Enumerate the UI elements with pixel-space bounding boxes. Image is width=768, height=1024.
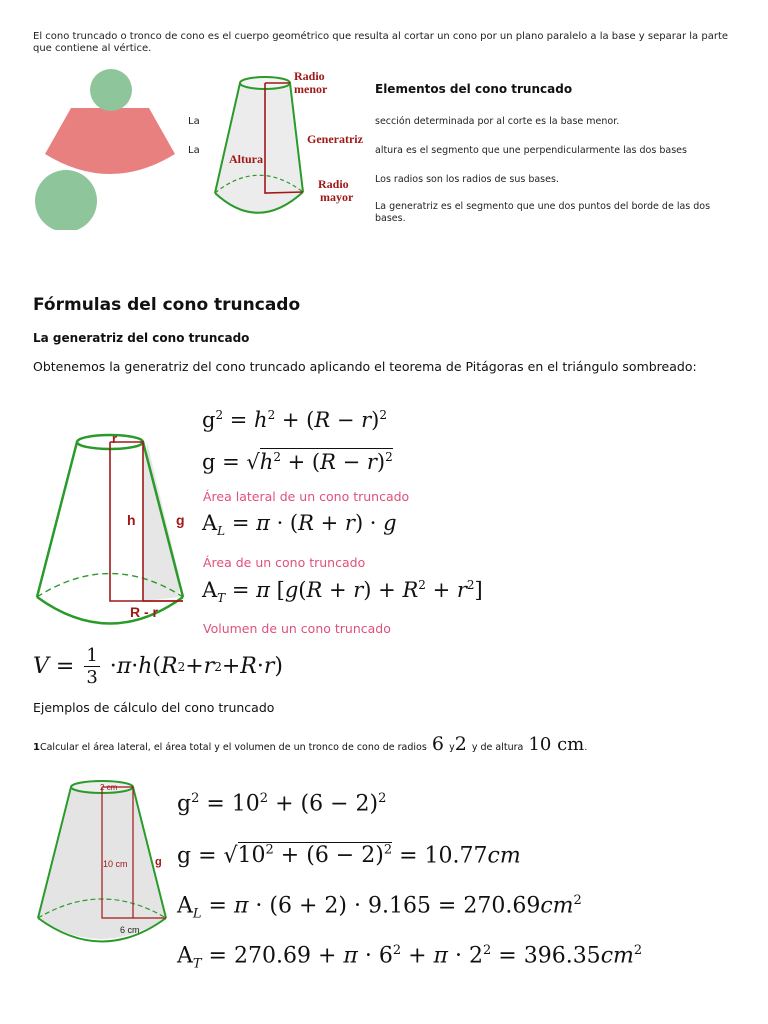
- generatriz-subheading: La generatriz del cono truncado: [33, 331, 250, 345]
- ejemplo-text-a: Calcular el área lateral, el área total y el volumen de un tronco de cono de radios: [39, 742, 427, 753]
- radio-mayor-label-2: mayor: [320, 190, 354, 204]
- ejemplos-title: Ejemplos de cálculo del cono truncado: [33, 700, 275, 715]
- ejemplo-1-statement: [33, 733, 587, 755]
- y-word: y: [449, 742, 455, 753]
- frustum-triangle-diagram: [30, 425, 195, 630]
- net-large-circle: [35, 170, 97, 230]
- frustum-elements-diagram: [210, 68, 365, 228]
- period-mark: .: [584, 742, 588, 753]
- example-al-result: $A_L = \pi \cdot (6 + 2) \cdot 9.165 = 270.69cm^2$: [177, 893, 582, 922]
- elementos-title: Elementos del cono truncado: [375, 82, 573, 96]
- radio-6: 6: [431, 733, 444, 755]
- radio-menor-label-1: Radio: [294, 69, 325, 83]
- volumen-formula: V = 1 3 · π · h ( R 2 + r 2 + R · r ): [33, 645, 283, 688]
- g-formula: $g = √h^2 + (R - r)^2$: [202, 450, 393, 474]
- area-total-label: Área de un cono truncado: [203, 555, 366, 570]
- area-lateral-label: Área lateral de un cono truncado: [203, 489, 410, 504]
- elemento-item: altura es el segmento que une perpendicularmente las dos bases: [375, 145, 687, 156]
- area-total-formula: $A_T = \pi$ $[g(R + r) + R^2 + r^2]$: [202, 578, 483, 606]
- generatriz-description: Obtenemos la generatriz del cono truncado aplicando el teorema de Pitágoras en el triángulo sombreado:: [33, 359, 697, 374]
- example-frustum-diagram: [30, 775, 175, 955]
- area-lateral-formula: $A_L = \pi \cdot (R + r) \cdot g$: [202, 511, 397, 539]
- ejemplo-number: 1: [33, 742, 40, 753]
- g-squared-formula: $g^2 = h^2 + (R - r)^2$: [202, 408, 388, 432]
- radio-2: 2: [454, 733, 467, 755]
- top-radius-label: 2 cm: [100, 783, 118, 792]
- example-g-squared: $g^2 = 10^2 + (6 - 2)^2$: [177, 791, 387, 817]
- net-sector: [45, 108, 175, 174]
- radio-menor-label-2: menor: [294, 82, 328, 96]
- left-edge-line: [37, 442, 77, 597]
- altura-label: Altura: [229, 152, 263, 166]
- example-h-label: 10 cm: [103, 859, 128, 869]
- r-minus-r-label: R - r: [130, 604, 158, 620]
- bottom-radius-label: 6 cm: [120, 925, 140, 935]
- g-label: g: [176, 512, 185, 528]
- la-label-2: La: [188, 145, 200, 156]
- elemento-item: sección determinada por al corte es la base menor.: [375, 116, 620, 127]
- la-label-1: La: [188, 116, 200, 127]
- cone-net-figure: [35, 68, 185, 230]
- elemento-item: La generatriz es el segmento que une dos puntos del borde de las dos bases.: [375, 201, 711, 224]
- example-at-result: $A_T = 270.69 + \pi \cdot 6^2 + \pi \cdot 2^2 = 396.35cm^2$: [177, 943, 643, 972]
- radio-mayor-label-1: Radio: [318, 177, 349, 191]
- ejemplo-text-b: y de altura: [471, 742, 524, 753]
- elemento-item: Los radios son los radios de sus bases.: [375, 174, 559, 185]
- example-g-label: g: [155, 856, 162, 868]
- formulas-heading: Fórmulas del cono truncado: [33, 295, 301, 315]
- volumen-label: Volumen de un cono truncado: [203, 621, 391, 636]
- g-value: 10.77: [424, 843, 488, 869]
- al-value: 270.69: [463, 893, 541, 919]
- net-small-circle: [90, 69, 132, 111]
- example-g-result: $g = √10^2 + (6 - 2)^2 = 10.77cm$: [177, 843, 521, 869]
- r-label: r: [112, 431, 118, 446]
- at-value: 396.35: [523, 943, 601, 969]
- generatriz-label: Generatriz: [307, 132, 363, 146]
- intro-text: El cono truncado o tronco de cono es el cuerpo geométrico que resulta al cortar un cono por un plano paralelo a la base y separar la parte que contiene al vértice.: [33, 31, 729, 54]
- h-label: h: [127, 512, 136, 528]
- altura-10cm: 10 cm: [528, 734, 585, 755]
